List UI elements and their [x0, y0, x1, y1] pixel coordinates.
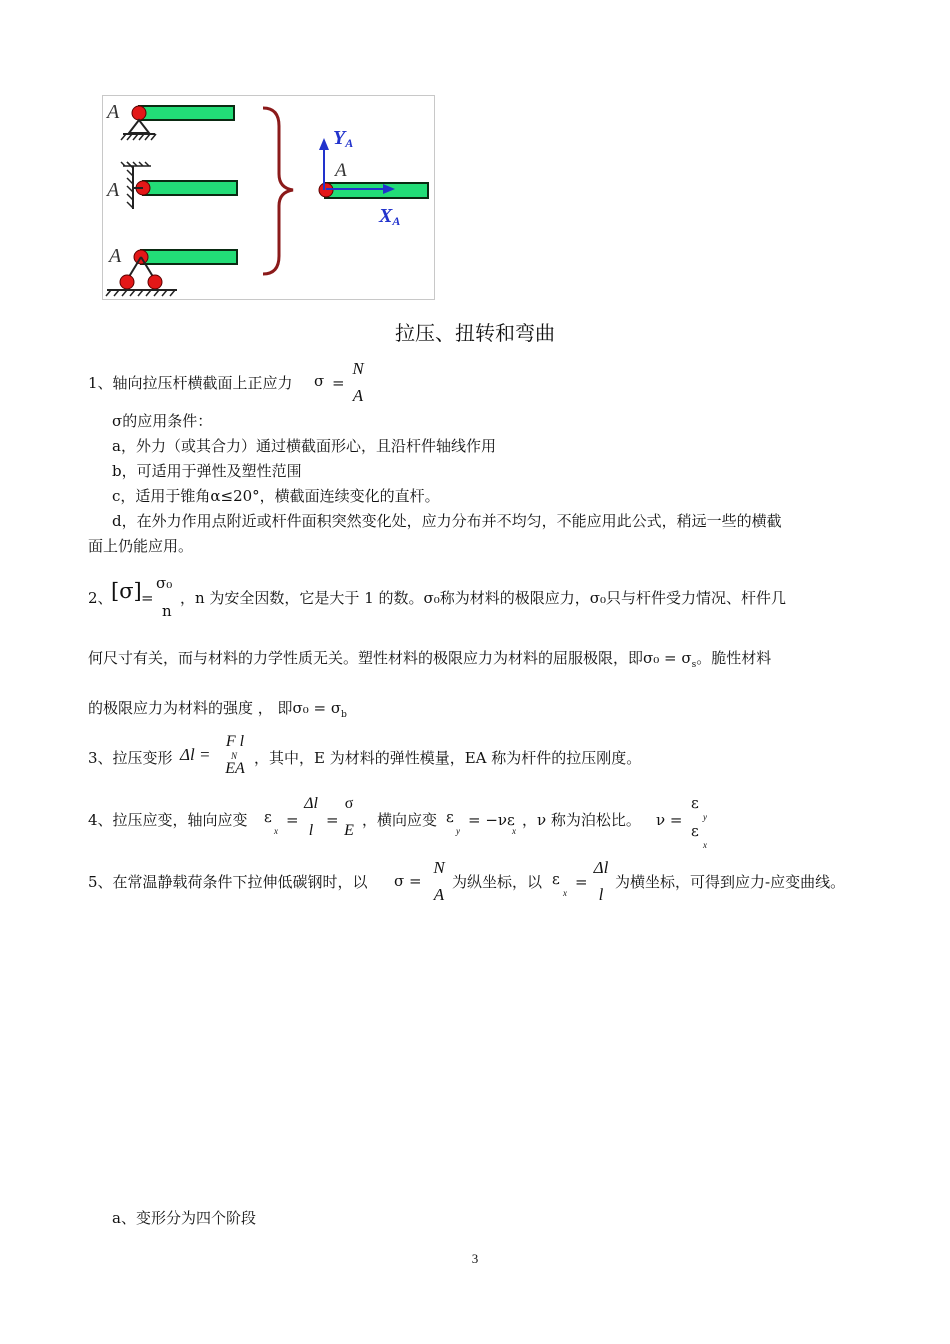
item3-den: EA [225, 760, 245, 777]
xa-label: XA [379, 205, 401, 228]
curly-brace [263, 108, 293, 274]
item4-tail: ，ν 称为泊松比。 [522, 811, 641, 829]
stages-line: a、变形分为四个阶段 [112, 1209, 256, 1227]
item5-num2: Δl [593, 858, 609, 877]
ya-label: YA [333, 127, 354, 150]
beam-1 [139, 106, 234, 120]
label-a-2: A [107, 179, 120, 201]
item4-prefix: 4、拉压应变，轴向应变 [88, 811, 248, 829]
support-diagram [103, 96, 434, 299]
item4-nu-eq: ν = [656, 811, 683, 829]
item4-ratio-num-sub: y [703, 812, 707, 822]
item2-line1: ，n 为安全因数，它是大于 1 的数。σ₀称为材料的极限应力，σ₀只与杆件受力情况、杆件几 [180, 589, 787, 607]
item5-prefix: 5、在常温静载荷条件下拉伸低碳钢时，以 [88, 873, 368, 891]
page-number: 3 [471, 1251, 479, 1266]
item2-den: n [162, 602, 172, 620]
beam-2 [143, 181, 237, 195]
item1-den: A [352, 386, 364, 405]
item4-ratio-den: ε [691, 822, 699, 840]
label-a-3: A [109, 245, 122, 267]
item5-den2: l [598, 885, 604, 904]
label-a-equivalent: A [335, 160, 347, 181]
item4-frac1-den: l [308, 822, 314, 839]
item3-num: F l [225, 733, 245, 750]
item1-eq: = [332, 374, 345, 392]
beam-equivalent [325, 183, 428, 198]
support-figure [102, 95, 435, 300]
item4-mid: ，横向应变 [362, 811, 438, 829]
item1-conditions-title: σ的应用条件： [112, 412, 213, 430]
item4-frac2-den: E [344, 822, 354, 839]
item1-prefix: 1、轴向拉压杆横截面上正应力 [88, 374, 293, 392]
item3-prefix: 3、拉压变形 [88, 749, 173, 767]
item2-line3: 的极限应力为材料的强度 ， 即$\sigma_0 = \sigma_b$ [88, 699, 347, 720]
item1-cond-d-line1: d，在外力作用点附近或杆件面积突然变化处，应力分布并不均匀，不能应用此公式，稍远一些的横截 [112, 512, 782, 530]
item5-num: N [433, 858, 445, 877]
item1-cond-c: c，适用于锥角α≤20°，横截面连续变化的直杆。 [112, 487, 440, 505]
item2-num: σ₀ [156, 574, 173, 592]
item2-eq: = [141, 589, 154, 607]
item1-num: N [352, 359, 364, 378]
item3-tail: ，其中，E 为材料的弹性模量，EA 称为杆件的拉压刚度。 [254, 749, 642, 767]
item2-prefix: 2、 [88, 589, 113, 607]
item4-neg-nu: = −νε [468, 811, 515, 829]
roller-1 [120, 275, 134, 289]
roller-2 [148, 275, 162, 289]
item4-eps-y: ε [446, 808, 454, 826]
item5-sigma: σ = [394, 872, 422, 890]
item5-eps: ε [552, 870, 560, 888]
item5-eps-sub: x [563, 888, 567, 898]
item5-tail: 为横坐标，可得到应力-应变曲线。 [615, 873, 846, 891]
item4-eps-x-sub: x [274, 826, 278, 836]
item1-cond-b: b，可适用于弹性及塑性范围 [112, 462, 302, 480]
item4-eq2: = [326, 811, 339, 829]
item1-cond-d-line2: 面上仍能应用。 [88, 537, 194, 555]
item4-ratio-num: ε [691, 794, 699, 812]
item5-mid: 为纵坐标，以 [452, 873, 543, 891]
item4-frac2-num: σ [344, 795, 354, 812]
ya-arrow-head [319, 138, 329, 150]
item1-sigma: σ [314, 372, 325, 390]
item4-frac1-num: Δl [304, 795, 318, 812]
label-a-1: A [107, 101, 120, 123]
item4-ratio-den-sub: x [703, 840, 707, 850]
item4-neg-nu-sub: x [512, 826, 516, 836]
pin-1 [132, 106, 146, 120]
item2-line2: 何尺寸有关，而与材料的力学性质无关。塑性材料的极限应力为材料的屈服极限，即$\sigma_0 = \sigma_s$。脆性材料 [88, 649, 772, 670]
pin-triangle-1 [129, 120, 149, 133]
item1-cond-a: a，外力（或其合力）通过横截面形心，且沿杆件轴线作用 [112, 437, 496, 455]
beam-3 [141, 250, 237, 264]
item2-bracket-sigma: [σ] [111, 579, 142, 603]
item3-lhs: Δl = [180, 745, 211, 764]
item4-eq1: = [286, 811, 299, 829]
section-title: 拉压、扭转和弯曲 [395, 321, 555, 345]
item4-eps-y-sub: y [456, 826, 460, 836]
item3-num-sub: N [231, 751, 238, 761]
item4-eps-x: ε [264, 808, 272, 826]
item5-den: A [433, 885, 445, 904]
item5-eq2: = [575, 873, 588, 891]
